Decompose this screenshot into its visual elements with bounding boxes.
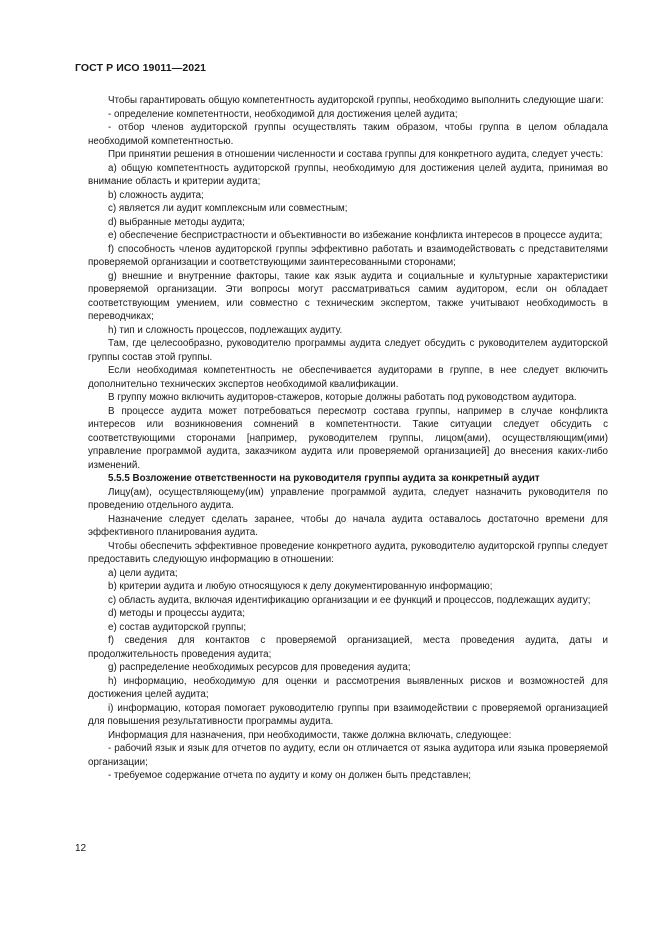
list-item: a) цели аудита; (108, 567, 178, 579)
list-item: h) тип и сложность процессов, подлежащих аудиту. (108, 324, 343, 336)
standard-header: ГОСТ Р ИСО 19011—2021 (75, 62, 207, 74)
list-item: - определение компетентности, необходимой для достижения целей аудита; (108, 108, 458, 120)
page-number: 12 (75, 843, 87, 854)
list-item: b) критерии аудита и любую относящуюся к делу документированную информацию; (108, 581, 493, 592)
list-item: c) является ли аудит комплексным или совместным; (108, 203, 348, 214)
paragraph: Чтобы обеспечить эффективное проведение конкретного аудита, руководителю аудиторской группы следует предоставить следующую информацию в отношении: (88, 540, 608, 565)
list-item: - рабочий язык и язык для отчетов по аудиту, если он отличается от языка аудитора или языка проверяемой организации; (88, 743, 608, 768)
section-heading: 5.5.5 Возложение ответственности на руководителя группы аудита за конкретный аудит (108, 473, 540, 484)
list-item: - требуемое содержание отчета по аудиту и кому он должен быть представлен; (108, 770, 472, 781)
paragraph: Если необходимая компетентность не обеспечивается аудиторами в группе, в нее следует включить дополнительно технических экспертов необходимой квалификации. (88, 365, 608, 390)
paragraph: В группу можно включить аудиторов-стажеров, которые должны работать под руководством аудитора. (108, 392, 577, 403)
list-item: b) сложность аудита; (108, 189, 204, 201)
list-item: f) способность членов аудиторской группы эффективно работать и взаимодействовать с представителями проверяемой организации и соответствующими заинтересованными сторонами; (88, 243, 608, 268)
list-item: c) область аудита, включая идентификацию организации и ее функций и процессов, подлежащих аудиту; (108, 594, 591, 606)
paragraph: При принятии решения в отношении численности и состава группы для конкретного аудита, следует учесть: (108, 149, 604, 160)
paragraph: Чтобы гарантировать общую компетентность аудиторской группы, необходимо выполнить следующие шаги: (108, 95, 604, 106)
list-item: d) методы и процессы аудита; (108, 608, 245, 619)
list-item: e) обеспечение беспристрастности и объективности во избежание конфликта интересов в процессе аудита; (108, 230, 603, 241)
list-item: a) общую компетентность аудиторской группы, необходимую для достижения целей аудита, принимая во внимание область и критерии аудита; (88, 162, 608, 187)
list-item: f) сведения для контактов с проверяемой организацией, места проведения аудита, даты и продолжительность проведения аудита; (88, 635, 608, 660)
paragraph: Там, где целесообразно, руководителю программы аудита следует обсудить с руководителем аудиторской группы состав этой группы. (88, 338, 608, 363)
list-item: h) информацию, необходимую для оценки и рассмотрения выявленных рисков и возможностей для достижения целей аудита; (88, 675, 608, 700)
list-item: g) внешние и внутренние факторы, такие как язык аудита и социальные и культурные характеристики проверяемой организации. Эти вопросы могут рассматриваться самим аудитором, если он обладает соответствующим умением, или совместно с техническим экспертом, также учитывают необходимость в переводчиках; (88, 270, 608, 322)
list-item: i) информацию, которая помогает руководителю группы при взаимодействии с проверяемой организацией для повышения результативности программы аудита. (88, 702, 608, 727)
paragraph: Назначение следует сделать заранее, чтобы до начала аудита оставалось достаточно времени для эффективного планирования аудита. (88, 513, 608, 538)
list-item: d) выбранные методы аудита; (108, 216, 245, 228)
body-text (88, 94, 608, 783)
paragraph: Лицу(ам), осуществляющему(им) управление программой аудита, следует назначить руководителя по проведению отдельного аудита. (88, 486, 608, 511)
paragraph: Информация для назначения, при необходимости, также должна включать, следующее: (108, 729, 512, 741)
list-item: - отбор членов аудиторской группы осуществлять таким образом, чтобы группа в целом обладала необходимой компетентностью. (88, 122, 608, 147)
list-item: g) распределение необходимых ресурсов для проведения аудита; (108, 662, 411, 673)
list-item: e) состав аудиторской группы; (108, 621, 247, 633)
paragraph: В процессе аудита может потребоваться пересмотр состава группы, например в случае конфликта интересов или возникновения сомнений в компетентности. Такие ситуации следует обсудить с соответствующими сторонами [например, руководителем группы, лицом(ами), осуществляющим(ими) управление программой аудита, заказчиком аудита или проверяемой организацией] до внесения каких-либо изменений. (88, 405, 608, 471)
